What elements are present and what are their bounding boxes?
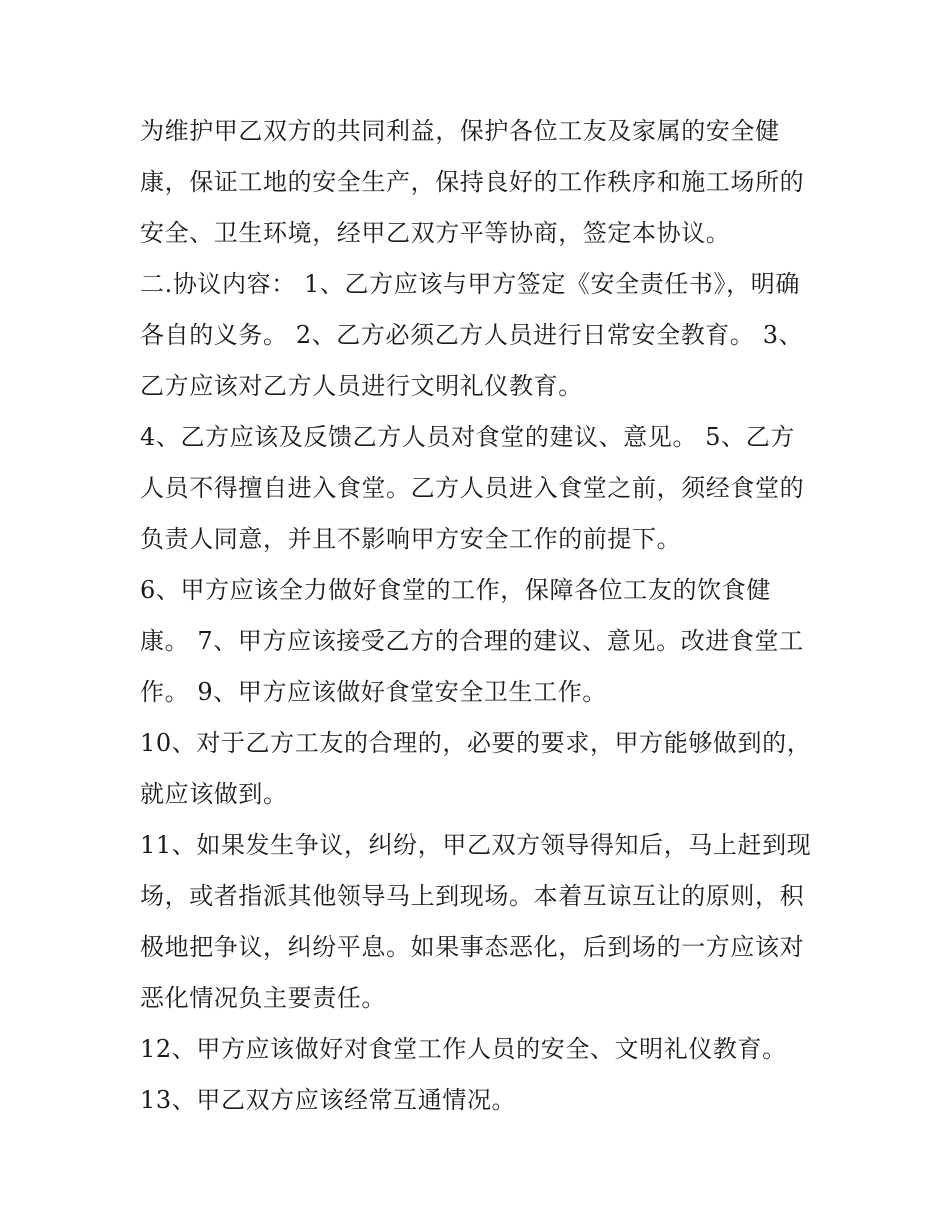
text-line: 恶化情况负主要责任。 — [140, 984, 386, 1012]
paragraph-item-6-9 — [140, 565, 820, 718]
text-line: 11、如果发生争议，纠纷，甲乙双方领导得知后，马上赶到现 — [140, 831, 812, 859]
text-line: 康，保证工地的安全生产，保持良好的工作秩序和施工场所的 — [140, 168, 805, 196]
text-line: 作。 9、甲方应该做好食堂安全卫生工作。 — [140, 678, 607, 706]
paragraph-item-10 — [140, 718, 820, 820]
paragraph-preamble — [140, 106, 820, 259]
text-line: 康。 7、甲方应该接受乙方的合理的建议、意见。改进食堂工 — [140, 627, 804, 655]
text-line: 10、对于乙方工友的合理的，必要的要求，甲方能够做到的， — [140, 729, 812, 757]
text-line: 二.协议内容： 1、乙方应该与甲方签定《安全责任书》，明确 — [140, 270, 800, 298]
paragraph-item-11 — [140, 820, 820, 1024]
document-body — [140, 106, 820, 1126]
text-line: 13、甲乙双方应该经常互通情况。 — [140, 1086, 517, 1114]
text-line: 极地把争议，纠纷平息。如果事态恶化，后到场的一方应该对 — [140, 933, 805, 961]
text-line: 6、甲方应该全力做好食堂的工作，保障各位工友的饮食健 — [140, 576, 771, 604]
text-line: 人员不得擅自进入食堂。乙方人员进入食堂之前，须经食堂的 — [140, 474, 805, 502]
text-line: 负责人同意，并且不影响甲方安全工作的前提下。 — [140, 525, 682, 553]
paragraph-item-13 — [140, 1075, 820, 1126]
paragraph-item-4-5 — [140, 412, 820, 565]
text-line: 安全、卫生环境，经甲乙双方平等协商，签定本协议。 — [140, 219, 731, 247]
text-line: 各自的义务。 2、乙方必须乙方人员进行日常安全教育。 3、 — [140, 321, 804, 349]
text-line: 12、甲方应该做好对食堂工作人员的安全、文明礼仪教育。 — [140, 1035, 787, 1063]
paragraph-item-12 — [140, 1024, 820, 1075]
text-line: 就应该做到。 — [140, 780, 288, 808]
text-line: 为维护甲乙双方的共同利益，保护各位工友及家属的安全健 — [140, 117, 780, 145]
text-line: 乙方应该对乙方人员进行文明礼仪教育。 — [140, 372, 583, 400]
paragraph-agreement-content — [140, 259, 820, 412]
text-line: 场，或者指派其他领导马上到现场。本着互谅互让的原则，积 — [140, 882, 805, 910]
text-line: 4、乙方应该及反馈乙方人员对食堂的建议、意见。 5、乙方 — [140, 423, 795, 451]
